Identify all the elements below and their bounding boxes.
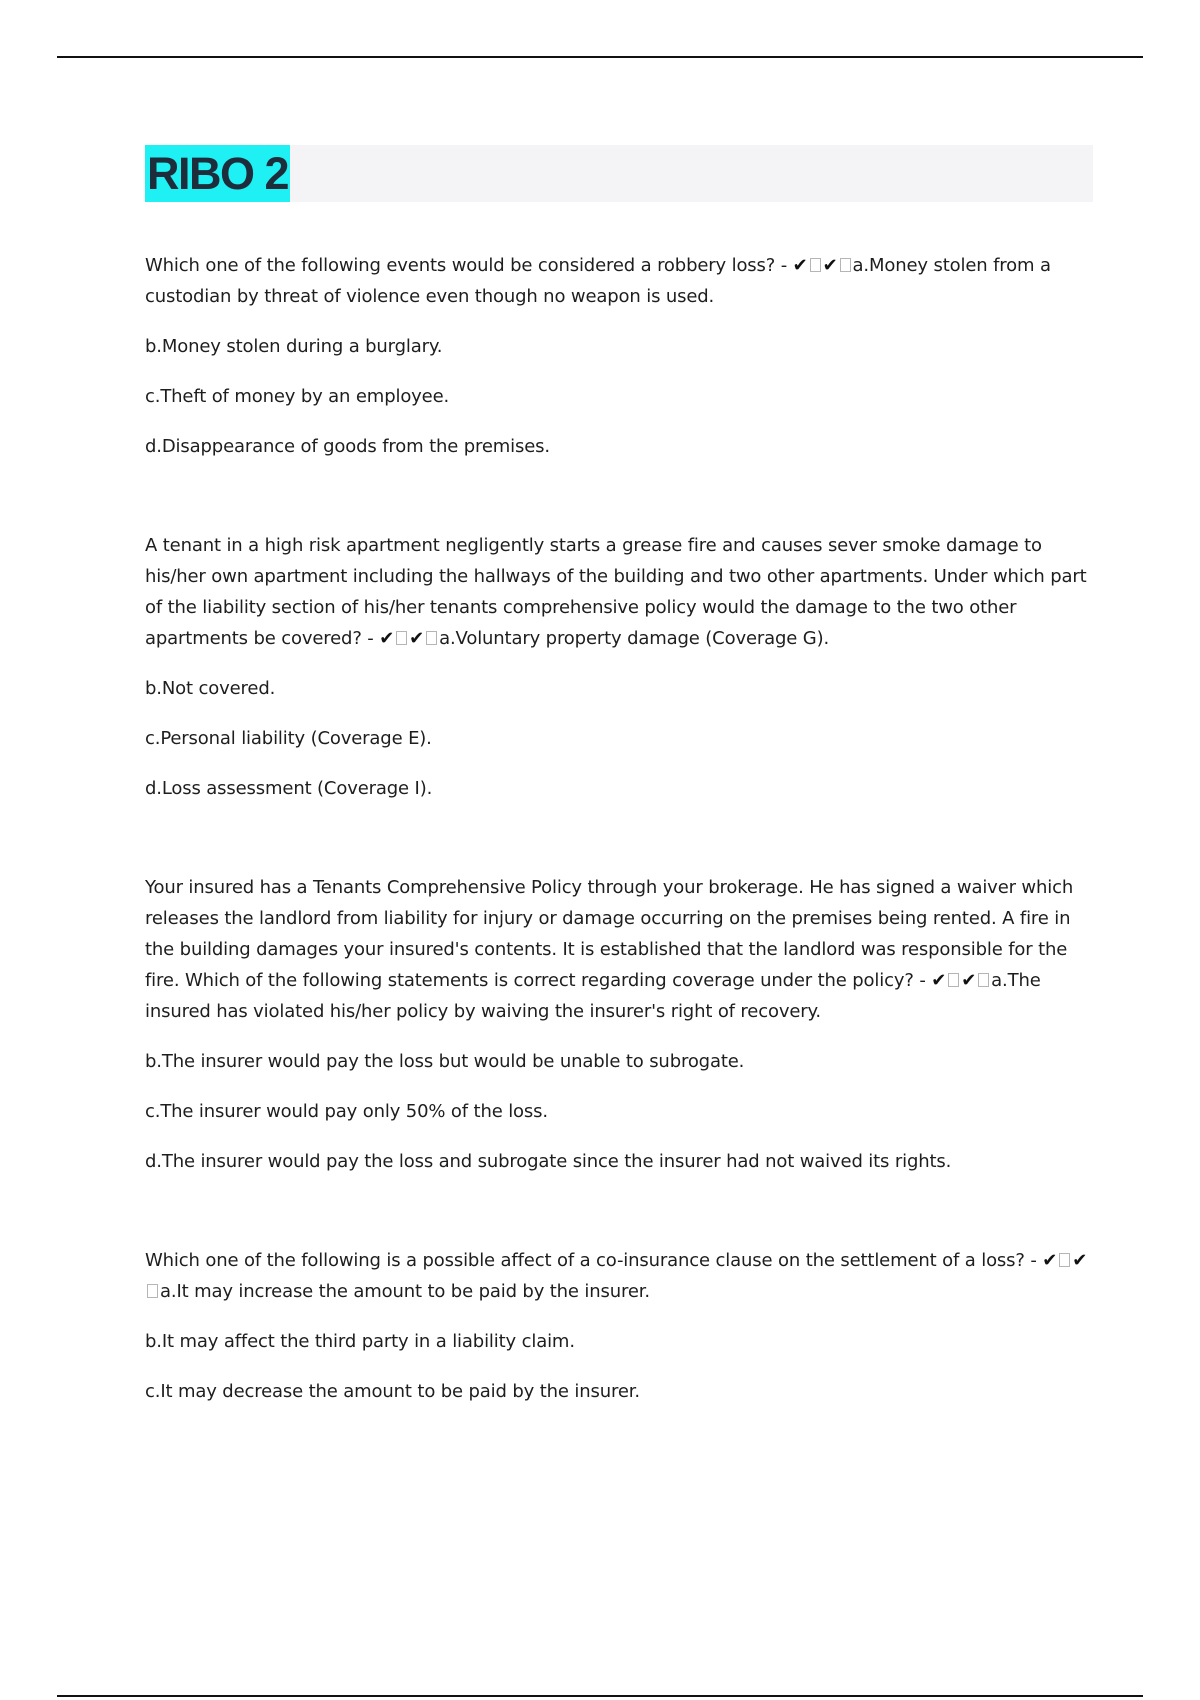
missing-glyph-icon [978,973,989,987]
answer-text: a.Voluntary property damage (Coverage G). [439,628,830,649]
header-rule [57,56,1143,58]
option-b: b.Not covered. [145,678,276,699]
question-4 [145,1245,1095,1307]
missing-glyph-icon [426,631,437,645]
option-b: b.Money stolen during a burglary. [145,336,443,357]
check-icon: ✔ [409,628,425,649]
check-icon: ✔ [931,970,947,991]
option-c: c.It may decrease the amount to be paid by the insurer. [145,1381,640,1402]
question-text: Which one of the following events would be considered a robbery loss? - [145,255,788,276]
question-block-2 [145,530,1095,804]
option-b: b.It may affect the third party in a liability claim. [145,1331,575,1352]
question-text: A tenant in a high risk apartment negligently starts a grease fire and causes sever smoke damage to his/her own apartment including the hallways of the building and two other apartments. Under which part of the liability section of his/her tenants comprehensive policy would the damage to the two other apartments be covered? - [145,535,1087,649]
footer-rule [57,1695,1143,1697]
answer-text: a.It may increase the amount to be paid by the insurer. [160,1281,650,1302]
answer-text: a.Money stolen from a custodian by threat of violence even though no weapon is used. [145,255,1051,307]
option-b: b.The insurer would pay the loss but would be unable to subrogate. [145,1051,745,1072]
missing-glyph-icon [840,258,851,272]
missing-glyph-icon [948,973,959,987]
option-d: d.Loss assessment (Coverage I). [145,778,433,799]
page-title: RIBO 2 [145,145,290,202]
check-icon: ✔ [792,255,808,276]
check-icon: ✔ [379,628,395,649]
check-icon: ✔ [1072,1250,1088,1271]
check-icon: ✔ [822,255,838,276]
check-icon: ✔ [961,970,977,991]
question-block-3 [145,872,1095,1177]
question-block-4 [145,1245,1095,1407]
option-d: d.The insurer would pay the loss and subrogate since the insurer had not waived its rights. [145,1151,952,1172]
option-c: c.The insurer would pay only 50% of the loss. [145,1101,548,1122]
answer-text: a.The insured has violated his/her policy by waiving the insurer's right of recovery. [145,970,1041,1022]
option-c: c.Theft of money by an employee. [145,386,450,407]
option-c: c.Personal liability (Coverage E). [145,728,432,749]
option-d: d.Disappearance of goods from the premises. [145,436,550,457]
title-bar [145,145,1093,202]
missing-glyph-icon [1059,1253,1070,1267]
question-3 [145,872,1095,1027]
question-text: Your insured has a Tenants Comprehensive Policy through your brokerage. He has signed a waiver which releases the landlord from liability for injury or damage occurring on the premises being rented. A fire in the building damages your insured's contents. It is established that the landlord was responsible for the fire. Which of the following statements is correct regarding coverage under the policy? - [145,877,1074,991]
question-block-1 [145,250,1095,462]
document-body [145,250,1095,1475]
missing-glyph-icon [147,1284,158,1298]
question-2 [145,530,1095,654]
question-text: Which one of the following is a possible affect of a co-insurance clause on the settlement of a loss? - [145,1250,1037,1271]
missing-glyph-icon [396,631,407,645]
check-icon: ✔ [1042,1250,1058,1271]
missing-glyph-icon [810,258,821,272]
question-1 [145,250,1095,312]
